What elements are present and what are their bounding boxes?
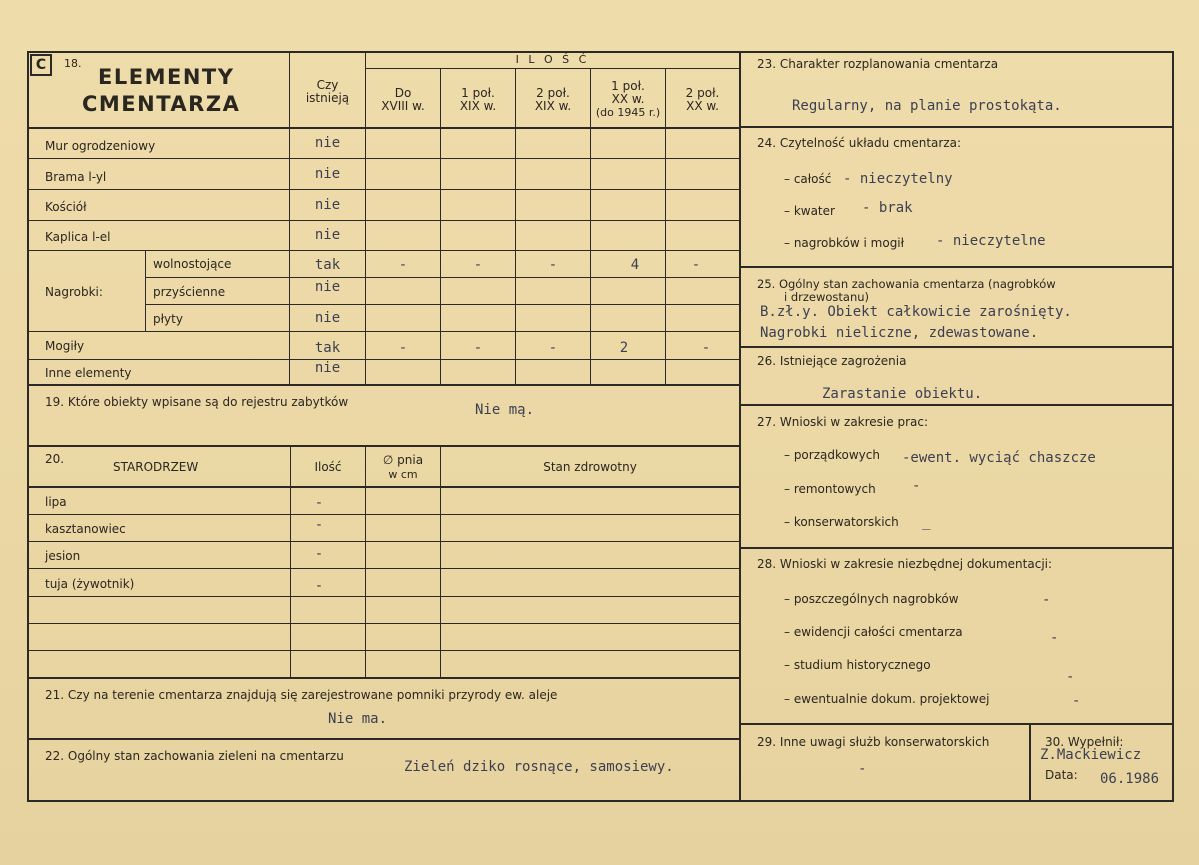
tree-name: kasztanowiec: [45, 522, 126, 536]
period-header-l1: Do: [394, 86, 412, 100]
divider: [27, 384, 740, 386]
qty-value: 4: [630, 257, 640, 273]
exists-value: nie: [314, 197, 341, 213]
period-header-l1: 2 poł.: [685, 86, 720, 100]
exists-value: nie: [314, 227, 341, 243]
exists-value: tak: [314, 257, 341, 273]
divider: [27, 596, 740, 597]
divider: [27, 568, 740, 569]
s23-value: Regularny, na planie prostokąta.: [792, 98, 1062, 114]
divider: [27, 189, 740, 190]
s28-item-value: -: [1072, 693, 1081, 709]
s24-graves-value: - nieczytelne: [936, 233, 1046, 249]
period-header-l2: XIX w.: [459, 99, 497, 113]
s21-label: 21. Czy na terenie cmentarza znajdują się zarejestrowane pomniki przyrody ew. aleje: [45, 688, 558, 702]
exists-value: nie: [314, 310, 341, 326]
divider: [27, 738, 740, 740]
divider: [27, 158, 740, 159]
s30-date-label: Data:: [1045, 768, 1078, 782]
s29-label: 29. Inne uwagi służb konserwatorskich: [757, 735, 990, 749]
divider: [740, 404, 1174, 406]
s21-value: Nie ma.: [328, 711, 388, 727]
s20-col-diameter-l1: ∅ pnia: [382, 453, 424, 467]
row-label: Kaplica l-el: [45, 230, 111, 244]
s24-quarters-label: – kwater: [784, 204, 835, 218]
exists-value: nie: [314, 279, 341, 295]
s30-name: Z.Mackiewicz: [1040, 747, 1142, 763]
period-header-l2: XIX w.: [534, 99, 572, 113]
s27-repair-label: – remontowych: [784, 482, 876, 496]
section-letter-box: C: [30, 54, 52, 76]
s27-conservation-label: – konserwatorskich: [784, 515, 899, 529]
qty-value: -: [548, 340, 558, 356]
s27-cleanup-label: – porządkowych: [784, 448, 880, 462]
period-header-l2: XVIII w.: [381, 99, 425, 113]
row-label: wolnostojące: [153, 257, 232, 271]
exists-header-line2: istnieją: [305, 91, 350, 105]
divider: [739, 51, 741, 802]
qty-value: -: [548, 257, 558, 273]
row-label: Mogiły: [45, 339, 85, 353]
divider: [145, 250, 146, 331]
divider: [27, 650, 740, 651]
divider: [365, 68, 739, 69]
nagrobki-label: Nagrobki:: [45, 285, 103, 299]
period-header-l1: 1 poł.: [611, 79, 645, 93]
period-header-l1: 2 poł.: [536, 86, 570, 100]
section-number: 18.: [64, 57, 82, 70]
row-label: Mur ogrodzeniowy: [45, 139, 156, 153]
s28-item-label: – studium historycznego: [784, 658, 931, 672]
divider: [515, 68, 516, 384]
period-header-l3: (do 1945 r.): [595, 106, 661, 119]
divider: [27, 514, 740, 515]
divider: [740, 266, 1174, 268]
s24-whole-value: - nieczytelny: [843, 171, 953, 187]
tree-qty: -: [314, 495, 324, 511]
divider: [440, 446, 441, 678]
period-header-l1: 1 poł.: [461, 86, 495, 100]
divider: [27, 127, 740, 129]
exists-header-line1: Czy: [316, 78, 339, 92]
s19-value: Nie mą.: [475, 402, 535, 418]
divider: [27, 220, 740, 221]
s28-item-value: -: [1066, 669, 1075, 685]
divider: [740, 723, 1174, 725]
s28-item-label: – ewentualnie dokum. projektowej: [784, 692, 990, 706]
s20-number: 20.: [45, 452, 65, 466]
s22-label: 22. Ogólny stan zachowania zieleni na cmentarzu: [45, 749, 344, 763]
row-label: Brama l-yl: [45, 170, 107, 184]
tree-name: jesion: [45, 549, 81, 563]
divider: [145, 304, 740, 305]
s28-item-label: – poszczególnych nagrobków: [784, 592, 959, 606]
tree-name: tuja (żywotnik): [45, 577, 135, 591]
s30-date-value: 06.1986: [1100, 771, 1160, 787]
s20-col-health: Stan zdrowotny: [543, 460, 637, 474]
s27-label: 27. Wnioski w zakresie prac:: [757, 415, 929, 429]
tree-qty: -: [314, 546, 324, 562]
divider: [27, 541, 740, 542]
s20-col-qty: Ilość: [314, 460, 342, 474]
quantity-header: I L O Ś Ć: [515, 53, 590, 66]
divider: [27, 359, 740, 360]
s28-label: 28. Wnioski w zakresie niezbędnej dokumentacji:: [757, 557, 1053, 571]
s28-item-value: -: [1042, 592, 1051, 608]
divider: [740, 126, 1174, 128]
qty-value: -: [691, 257, 701, 273]
s26-value: Zarastanie obiektu.: [822, 386, 983, 402]
row-label: Kościół: [45, 200, 87, 214]
qty-value: -: [473, 257, 483, 273]
s25-value-line1: B.zł.y. Obiekt całkowicie zarośnięty.: [760, 304, 1072, 320]
s28-item-value: -: [1050, 630, 1059, 646]
divider: [665, 68, 666, 384]
s25-value-line2: Nagrobki nieliczne, zdewastowane.: [760, 325, 1039, 341]
row-label: przyścienne: [153, 285, 226, 299]
s20-col-diameter-l2: w cm: [388, 468, 418, 481]
s24-quarters-value: - brak: [862, 200, 913, 216]
divider: [27, 445, 740, 447]
exists-value: tak: [314, 340, 341, 356]
divider: [1029, 723, 1031, 802]
divider: [27, 623, 740, 624]
divider: [740, 547, 1174, 549]
qty-value: -: [701, 340, 711, 356]
s29-value: -: [858, 761, 867, 777]
s23-label: 23. Charakter rozplanowania cmentarza: [757, 57, 999, 71]
qty-value: -: [398, 257, 408, 273]
section-title-line2: CMENTARZA: [82, 92, 241, 116]
row-label: Inne elementy: [45, 366, 132, 380]
divider: [145, 277, 740, 278]
exists-value: nie: [314, 135, 341, 151]
exists-value: nie: [314, 166, 341, 182]
s20-title: STARODRZEW: [113, 460, 199, 474]
s19-label: 19. Które obiekty wpisane są do rejestru zabytków: [45, 395, 349, 409]
row-label: płyty: [153, 312, 183, 326]
divider: [27, 486, 740, 488]
divider: [27, 331, 740, 332]
tree-qty: -: [314, 578, 324, 594]
section-title-line1: ELEMENTY: [98, 65, 235, 89]
s22-value: Zieleń dziko rosnące, samosiewy.: [404, 759, 674, 775]
tree-name: lipa: [45, 495, 67, 509]
exists-value: nie: [314, 360, 341, 376]
qty-value: -: [398, 340, 408, 356]
s27-cleanup-value: -ewent. wyciąć chaszcze: [902, 450, 1096, 466]
s27-conservation-value: _: [922, 514, 931, 530]
divider: [290, 446, 291, 678]
divider: [440, 68, 441, 384]
qty-value: 2: [619, 340, 629, 356]
s24-label: 24. Czytelność układu cmentarza:: [757, 136, 962, 150]
s24-graves-label: – nagrobków i mogił: [784, 236, 905, 250]
s24-whole-label: – całość: [784, 172, 832, 186]
divider: [740, 346, 1174, 348]
s27-repair-value: -: [912, 478, 921, 494]
s30-label: 30. Wypełnił:: [1045, 735, 1124, 749]
s28-item-label: – ewidencji całości cmentarza: [784, 625, 963, 639]
qty-value: -: [473, 340, 483, 356]
period-header-l2: XX w.: [611, 92, 645, 106]
divider: [27, 677, 740, 679]
s26-label: 26. Istniejące zagrożenia: [757, 354, 907, 368]
period-header-l2: XX w.: [686, 99, 719, 113]
tree-qty: -: [314, 517, 324, 533]
s25-label-line1: 25. Ogólny stan zachowania cmentarza (nagrobków: [757, 277, 1056, 291]
divider: [27, 250, 740, 251]
s25-label-line2: i drzewostanu): [784, 290, 870, 304]
